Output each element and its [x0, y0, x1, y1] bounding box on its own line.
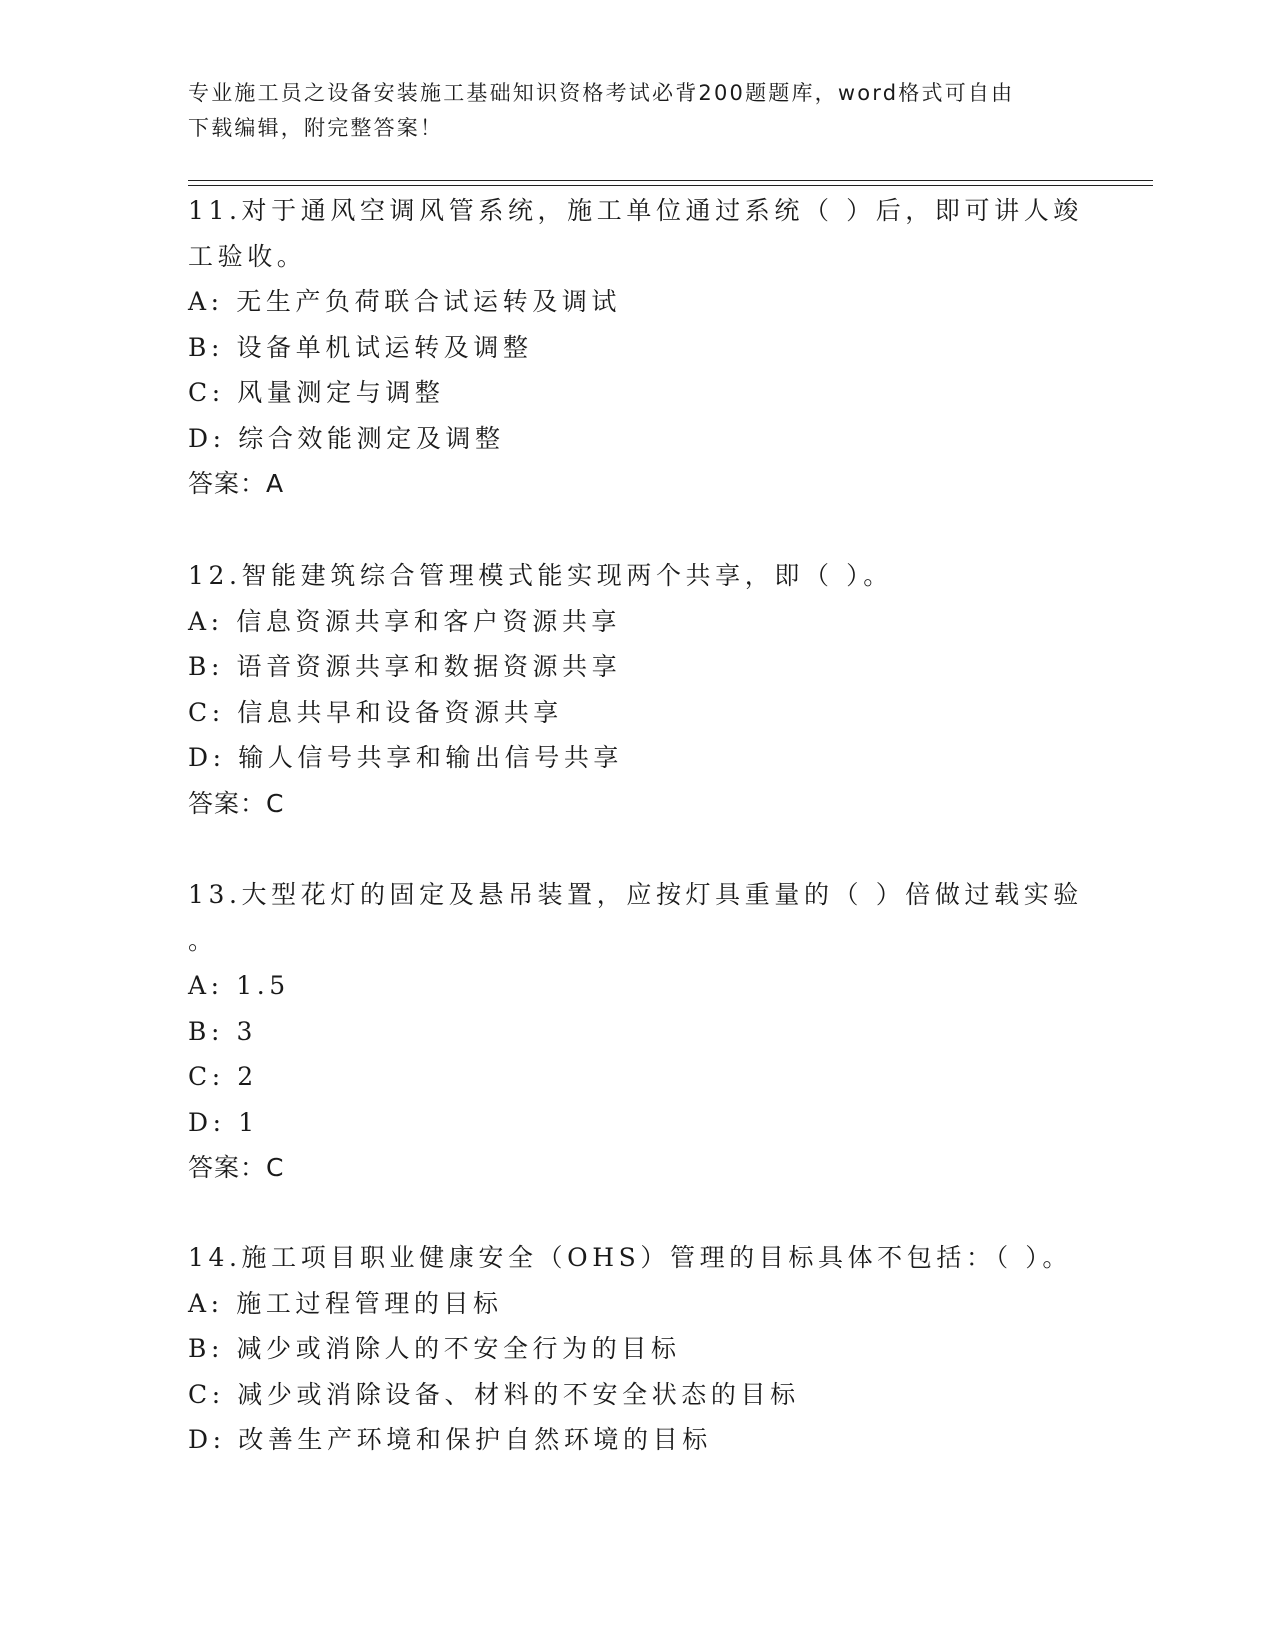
- option-a: A: 1.5: [188, 971, 290, 1000]
- option-b: B: 3: [188, 1016, 258, 1046]
- option-c: C: 2: [188, 1062, 258, 1091]
- question-14: [188, 1235, 1088, 1463]
- answer: 答案：A: [188, 469, 285, 498]
- header-divider-top: [188, 180, 1153, 181]
- option-d: D: 改善生产环境和保护自然环境的目标: [188, 1425, 712, 1454]
- question-stem: 11.对于通风空调风管系统，施工单位通过系统（ ）后，即可讲人竣: [188, 196, 1083, 225]
- option-b: B: 减少或消除人的不安全行为的目标: [188, 1334, 681, 1363]
- option-d: D: 综合效能测定及调整: [188, 423, 505, 453]
- question-stem: 12.智能建筑综合管理模式能实现两个共享，即（ ）。: [188, 561, 893, 590]
- option-d: D: 输人信号共享和输出信号共享: [188, 743, 624, 772]
- option-a: A: 无生产负荷联合试运转及调试: [188, 287, 622, 316]
- document-header: [188, 76, 1068, 146]
- header-line-2: 下载编辑，附完整答案！: [188, 116, 444, 140]
- option-d: D: 1: [188, 1107, 259, 1137]
- question-stem: 。: [188, 925, 218, 955]
- question-stem: 14.施工项目职业健康安全（OHS）管理的目标具体不包括：（ ）。: [188, 1243, 1072, 1272]
- header-divider-bottom: [188, 185, 1153, 186]
- option-c: C: 信息共早和设备资源共享: [188, 697, 563, 727]
- question-11: [188, 188, 1088, 507]
- option-b: B: 语音资源共享和数据资源共享: [188, 652, 622, 681]
- option-a: A: 施工过程管理的目标: [188, 1288, 503, 1318]
- question-stem: 工验收。: [188, 241, 307, 271]
- option-a: A: 信息资源共享和客户资源共享: [188, 606, 622, 636]
- question-13: [188, 872, 1088, 1191]
- question-12: [188, 553, 1088, 826]
- answer: 答案：C: [188, 1153, 285, 1182]
- option-c: C: 减少或消除设备、材料的不安全状态的目标: [188, 1379, 800, 1409]
- answer: 答案：C: [188, 788, 285, 818]
- option-c: C: 风量测定与调整: [188, 378, 445, 407]
- option-b: B: 设备单机试运转及调整: [188, 332, 533, 362]
- header-line-1: 专业施工员之设备安装施工基础知识资格考试必背200题题库，word格式可自由: [188, 81, 1015, 105]
- question-stem: 13.大型花灯的固定及悬吊装置，应按灯具重量的（ ）倍做过载实验: [188, 880, 1083, 909]
